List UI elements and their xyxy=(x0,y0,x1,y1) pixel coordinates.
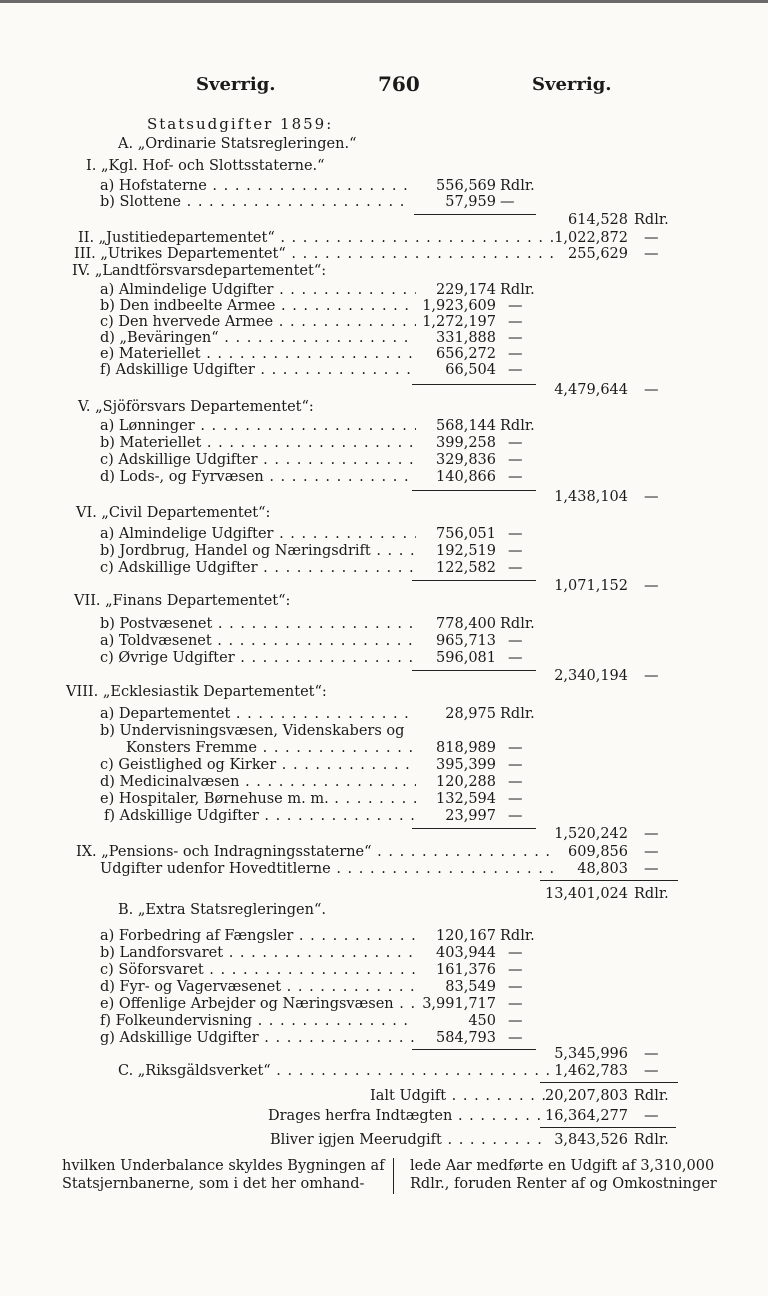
line-item-unit: — xyxy=(508,298,523,314)
section-total-value: 614,528 xyxy=(568,212,628,228)
line-item-label: c) Den hvervede Armee . . . xyxy=(100,314,416,331)
sum-rule xyxy=(540,1082,678,1083)
line-item-unit: — xyxy=(508,543,523,559)
line-item-value: 329,836 xyxy=(436,452,496,468)
line-item-label: f) Adskillige Udgifter . . . xyxy=(100,362,416,379)
section-6-heading: VI. „Civil Departementet“: xyxy=(76,505,271,521)
line-item-unit: — xyxy=(508,452,523,468)
line-item-value: 57,959 xyxy=(445,194,496,210)
section-total-value: 4,479,644 xyxy=(554,382,628,398)
column-divider xyxy=(393,1158,394,1194)
sum-rule xyxy=(412,670,536,671)
section-1-heading: I. „Kgl. Hof- och Slottsstaterne.“ xyxy=(86,158,325,174)
line-item-unit: — xyxy=(508,757,523,773)
line-item-value: 28,975 xyxy=(445,706,496,722)
line-item-unit: — xyxy=(508,633,523,649)
total-a-value: 13,401,024 xyxy=(544,886,628,902)
line-item-unit: — xyxy=(508,1013,523,1029)
line-item-label: b) Undervisningsvæsen, Videnskabers og xyxy=(100,723,405,739)
line-item-unit: — xyxy=(508,979,523,995)
footer-right-line: lede Aar medførte en Udgift af 3,310,000 xyxy=(410,1158,715,1174)
line-item-value: 965,713 xyxy=(436,633,496,649)
line-item-value: 656,272 xyxy=(436,346,496,362)
line-item-label: a) Departementet . . . xyxy=(100,706,416,723)
line-item-unit: — xyxy=(508,560,523,576)
line-item-value: 66,504 xyxy=(445,362,496,378)
line-item-value: 229,174 xyxy=(436,282,496,298)
line-item-label: c) Geistlighed og Kirker . . . xyxy=(100,757,416,774)
line-item-value: 120,288 xyxy=(436,774,496,790)
line-item-unit: Rdlr. xyxy=(500,706,535,722)
line-item-unit: — xyxy=(508,774,523,790)
line-item-unit: — xyxy=(508,346,523,362)
section-2-unit: — xyxy=(644,230,659,246)
section-9-unit: — xyxy=(644,844,659,860)
running-head-left: Sverrig. xyxy=(196,74,276,95)
title: Statsudgifter 1859: xyxy=(147,115,334,133)
other-expenses-unit: — xyxy=(644,861,659,877)
line-item-value: 756,051 xyxy=(436,526,496,542)
other-expenses-label: Udgifter udenfor Hovedtitlerne . . . xyxy=(100,861,556,878)
line-item-unit: Rdlr. xyxy=(500,178,535,194)
line-item-label: a) Almindelige Udgifter . . . xyxy=(100,282,416,299)
section-total-unit: Rdlr. xyxy=(634,212,669,228)
section-a-heading: A. „Ordinarie Statsregleringen.“ xyxy=(118,136,357,152)
summary-unit: — xyxy=(644,1108,659,1124)
summary-unit: Rdlr. xyxy=(634,1132,669,1148)
sum-rule xyxy=(412,828,536,829)
section-total-value: 1,071,152 xyxy=(554,578,628,594)
section-total-unit: — xyxy=(644,382,659,398)
line-item-value: 1,923,609 xyxy=(422,298,496,314)
line-item-value: 192,519 xyxy=(436,543,496,559)
section-b-total-unit: — xyxy=(644,1046,659,1062)
line-item-unit: — xyxy=(508,962,523,978)
line-item-value: 450 xyxy=(468,1013,496,1029)
line-item-unit: Rdlr. xyxy=(500,418,535,434)
line-item-value: 132,594 xyxy=(436,791,496,807)
line-item-value: 403,944 xyxy=(436,945,496,961)
section-5-heading: V. „Sjöförsvars Departementet“: xyxy=(78,399,314,415)
line-item-unit: — xyxy=(508,435,523,451)
line-item-label: c) Adskillige Udgifter . . . xyxy=(100,560,416,577)
line-item-value: 140,866 xyxy=(436,469,496,485)
line-item-label: e) Hospitaler, Børnehuse m. m. . . . xyxy=(100,791,416,808)
running-head-right: Sverrig. xyxy=(532,74,612,95)
section-total-value: 1,438,104 xyxy=(554,489,628,505)
line-item-label: g) Adskillige Udgifter . . . xyxy=(100,1030,416,1047)
line-item-label: c) Øvrige Udgifter . . . xyxy=(100,650,416,667)
line-item-unit: — xyxy=(508,362,523,378)
section-total-value: 2,340,194 xyxy=(554,668,628,684)
line-item-label: b) Landforsvaret . . . xyxy=(100,945,416,962)
footer-left-line: Statsjernbanerne, som i det her omhand- xyxy=(62,1176,365,1192)
line-item-unit: — xyxy=(508,808,523,824)
line-item-value: 818,989 xyxy=(436,740,496,756)
line-item-unit: Rdlr. xyxy=(500,616,535,632)
other-expenses-value: 48,803 xyxy=(577,861,628,877)
section-c-value: 1,462,783 xyxy=(554,1063,628,1079)
summary-label: Ialt Udgift . . . xyxy=(370,1088,546,1105)
section-c-unit: — xyxy=(644,1063,659,1079)
line-item-label: f) Folkeundervisning . . . xyxy=(100,1013,416,1030)
page-number: 760 xyxy=(378,72,420,96)
line-item-value: 568,144 xyxy=(436,418,496,434)
top-rule xyxy=(0,0,768,3)
line-item-value: 161,376 xyxy=(436,962,496,978)
section-9-label: IX. „Pensions- och Indragningsstaterne“ . . . xyxy=(76,844,556,861)
section-8-heading: VIII. „Ecklesiastik Departementet“: xyxy=(66,684,327,700)
line-item-unit: — xyxy=(508,650,523,666)
line-item-value: 120,167 xyxy=(436,928,496,944)
summary-value: 16,364,277 xyxy=(544,1108,628,1124)
line-item-unit: — xyxy=(508,740,523,756)
line-item-value: 331,888 xyxy=(436,330,496,346)
section-total-value: 1,520,242 xyxy=(554,826,628,842)
sum-rule xyxy=(414,214,536,215)
line-item-unit: — xyxy=(508,526,523,542)
sum-rule xyxy=(540,1127,676,1128)
line-item-unit: — xyxy=(500,194,515,210)
line-item-label: e) Offenlige Arbejder og Næringsvæsen . . . xyxy=(100,996,416,1013)
line-item-unit: — xyxy=(508,314,523,330)
line-item-value: 399,258 xyxy=(436,435,496,451)
line-item-unit: — xyxy=(508,469,523,485)
line-item-label: a) Lønninger . . . xyxy=(100,418,416,435)
sum-rule xyxy=(412,1049,536,1050)
line-item-label: e) Materiellet . . . xyxy=(100,346,416,363)
section-b-total-value: 5,345,996 xyxy=(554,1046,628,1062)
section-2-value: 1,022,872 xyxy=(554,230,628,246)
section-4-heading: IV. „Landtförsvarsdepartementet“: xyxy=(72,263,327,279)
line-item-label: d) Lods-, og Fyrvæsen . . . xyxy=(100,469,416,486)
summary-unit: Rdlr. xyxy=(634,1088,669,1104)
section-total-unit: — xyxy=(644,578,659,594)
line-item-value: 596,081 xyxy=(436,650,496,666)
section-9-value: 609,856 xyxy=(568,844,628,860)
line-item-value: 1,272,197 xyxy=(422,314,496,330)
line-item-label: b) Den indbeelte Armee . . . xyxy=(100,298,416,315)
section-7-heading: VII. „Finans Departementet“: xyxy=(74,593,291,609)
line-item-label: d) Medicinalvæsen . . . xyxy=(100,774,416,791)
line-item-unit: Rdlr. xyxy=(500,282,535,298)
summary-label: Bliver igjen Meerudgift . . . xyxy=(270,1132,546,1149)
section-b-heading: B. „Extra Statsregleringen“. xyxy=(118,902,326,918)
line-item-label: b) Jordbrug, Handel og Næringsdrift . . . xyxy=(100,543,416,560)
line-item-value: 122,582 xyxy=(436,560,496,576)
section-2-label: II. „Justitiedepartementet“ . . . xyxy=(78,230,556,247)
line-item-label: c) Adskillige Udgifter . . . xyxy=(100,452,416,469)
sum-rule xyxy=(412,384,536,385)
line-item-label: f) Adskillige Udgifter . . . xyxy=(104,808,416,825)
line-item-unit: Rdlr. xyxy=(500,928,535,944)
line-item-label: a) Hofstaterne . . . xyxy=(100,178,412,195)
line-item-label: b) Materiellet . . . xyxy=(100,435,416,452)
line-item-label: b) Slottene . . . xyxy=(100,194,412,211)
summary-value: 3,843,526 xyxy=(554,1132,628,1148)
line-item-label: a) Toldvæsenet . . . xyxy=(100,633,416,650)
line-item-label: d) Fyr- og Vagervæsenet . . . xyxy=(100,979,416,996)
line-item-label: a) Almindelige Udgifter . . . xyxy=(100,526,416,543)
line-item-value: 584,793 xyxy=(436,1030,496,1046)
line-item-unit: — xyxy=(508,996,523,1012)
line-item-label: Konsters Fremme . . . xyxy=(126,740,416,757)
line-item-unit: — xyxy=(508,791,523,807)
section-c-label: C. „Riksgäldsverket“ . . . xyxy=(118,1063,556,1080)
line-item-value: 395,399 xyxy=(436,757,496,773)
total-a-unit: Rdlr. xyxy=(634,886,669,902)
line-item-label: a) Forbedring af Fængsler . . . xyxy=(100,928,416,945)
section-3-label: III. „Utrikes Departementet“ . . . xyxy=(74,246,556,263)
line-item-label: d) „Beväringen“ . . . xyxy=(100,330,416,347)
line-item-value: 3,991,717 xyxy=(422,996,496,1012)
section-3-value: 255,629 xyxy=(568,246,628,262)
line-item-value: 556,569 xyxy=(436,178,496,194)
section-total-unit: — xyxy=(644,668,659,684)
line-item-unit: — xyxy=(508,1030,523,1046)
summary-label: Drages herfra Indtægten . . . xyxy=(268,1108,546,1125)
footer-right-line: Rdlr., foruden Renter af og Omkostninger xyxy=(410,1176,717,1192)
line-item-label: b) Postvæsenet . . . xyxy=(100,616,416,633)
line-item-value: 778,400 xyxy=(436,616,496,632)
summary-value: 20,207,803 xyxy=(544,1088,628,1104)
footer-left-line: hvilken Underbalance skyldes Bygningen af xyxy=(62,1158,385,1174)
line-item-unit: — xyxy=(508,330,523,346)
sum-rule xyxy=(540,880,678,881)
line-item-value: 83,549 xyxy=(445,979,496,995)
section-3-unit: — xyxy=(644,246,659,262)
section-total-unit: — xyxy=(644,489,659,505)
line-item-unit: — xyxy=(508,945,523,961)
sum-rule xyxy=(412,490,536,491)
line-item-value: 23,997 xyxy=(445,808,496,824)
section-total-unit: — xyxy=(644,826,659,842)
line-item-label: c) Söforsvaret . . . xyxy=(100,962,416,979)
sum-rule xyxy=(412,580,536,581)
